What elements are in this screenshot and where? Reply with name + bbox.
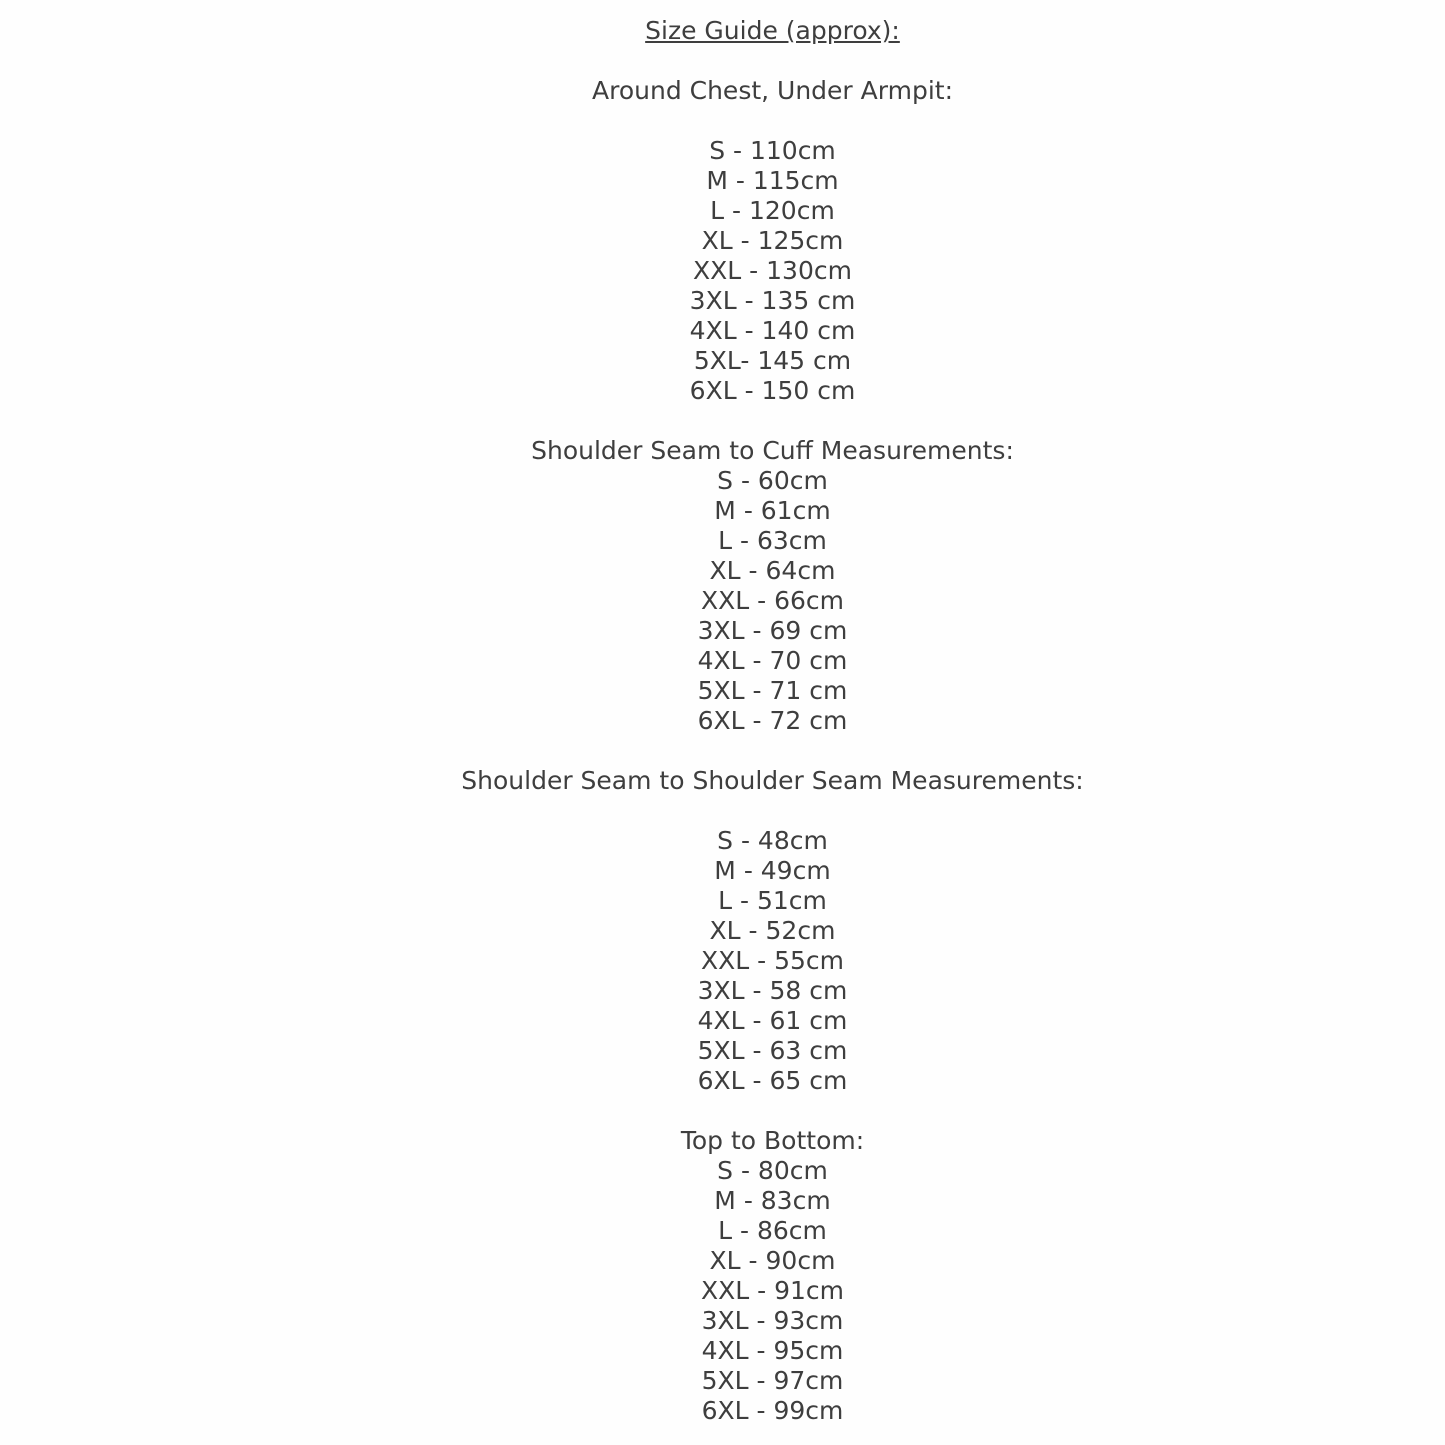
- size-line: XXL - 91cm: [700, 1276, 844, 1305]
- section-around-chest: [50, 76, 1445, 406]
- section-heading: Shoulder Seam to Shoulder Seam Measurements:: [461, 766, 1084, 795]
- size-line: 4XL - 95cm: [701, 1336, 844, 1365]
- section-heading: Shoulder Seam to Cuff Measurements:: [531, 436, 1014, 465]
- size-line: 3XL - 69 cm: [697, 616, 848, 645]
- size-line: 6XL - 65 cm: [697, 1066, 848, 1095]
- size-line: M - 83cm: [714, 1186, 831, 1215]
- size-line: 5XL - 63 cm: [697, 1036, 848, 1065]
- page-title: Size Guide (approx):: [645, 16, 900, 45]
- section-items: [50, 136, 1445, 406]
- size-line: M - 49cm: [714, 856, 831, 885]
- size-line: L - 51cm: [718, 886, 827, 915]
- size-line: 6XL - 99cm: [701, 1396, 844, 1425]
- size-line: XXL - 66cm: [700, 586, 844, 615]
- size-line: 6XL - 150 cm: [689, 376, 856, 405]
- section-items: [50, 1156, 1445, 1426]
- section-items: [50, 826, 1445, 1096]
- size-line: XXL - 130cm: [693, 256, 852, 285]
- size-line: 3XL - 135 cm: [689, 286, 856, 315]
- size-line: S - 48cm: [717, 826, 828, 855]
- size-line: L - 120cm: [710, 196, 835, 225]
- size-line: 5XL - 71 cm: [697, 676, 848, 705]
- size-line: M - 61cm: [714, 496, 831, 525]
- size-line: XL - 90cm: [709, 1246, 836, 1275]
- size-line: L - 86cm: [718, 1216, 827, 1245]
- section-top-to-bottom: [50, 1126, 1445, 1426]
- section-heading: Around Chest, Under Armpit:: [592, 76, 953, 105]
- section-shoulder-to-shoulder: [50, 766, 1445, 1096]
- size-line: S - 110cm: [709, 136, 836, 165]
- size-line: XXL - 55cm: [700, 946, 844, 975]
- size-line: 5XL- 145 cm: [693, 346, 852, 375]
- size-line: M - 115cm: [706, 166, 839, 195]
- section-heading: Top to Bottom:: [680, 1126, 865, 1155]
- size-line: XL - 64cm: [709, 556, 836, 585]
- size-line: 6XL - 72 cm: [697, 706, 848, 735]
- size-line: 4XL - 61 cm: [697, 1006, 848, 1035]
- size-line: 3XL - 93cm: [701, 1306, 844, 1335]
- size-line: XL - 52cm: [709, 916, 836, 945]
- section-shoulder-to-cuff: [50, 436, 1445, 736]
- size-line: 4XL - 140 cm: [689, 316, 856, 345]
- size-line: 4XL - 70 cm: [697, 646, 848, 675]
- size-line: S - 80cm: [717, 1156, 828, 1185]
- size-line: S - 60cm: [717, 466, 828, 495]
- size-line: 5XL - 97cm: [701, 1366, 844, 1395]
- size-guide-content: [50, 0, 1445, 1426]
- size-line: L - 63cm: [718, 526, 827, 555]
- section-items: [50, 466, 1445, 736]
- size-line: 3XL - 58 cm: [697, 976, 848, 1005]
- size-line: XL - 125cm: [701, 226, 844, 255]
